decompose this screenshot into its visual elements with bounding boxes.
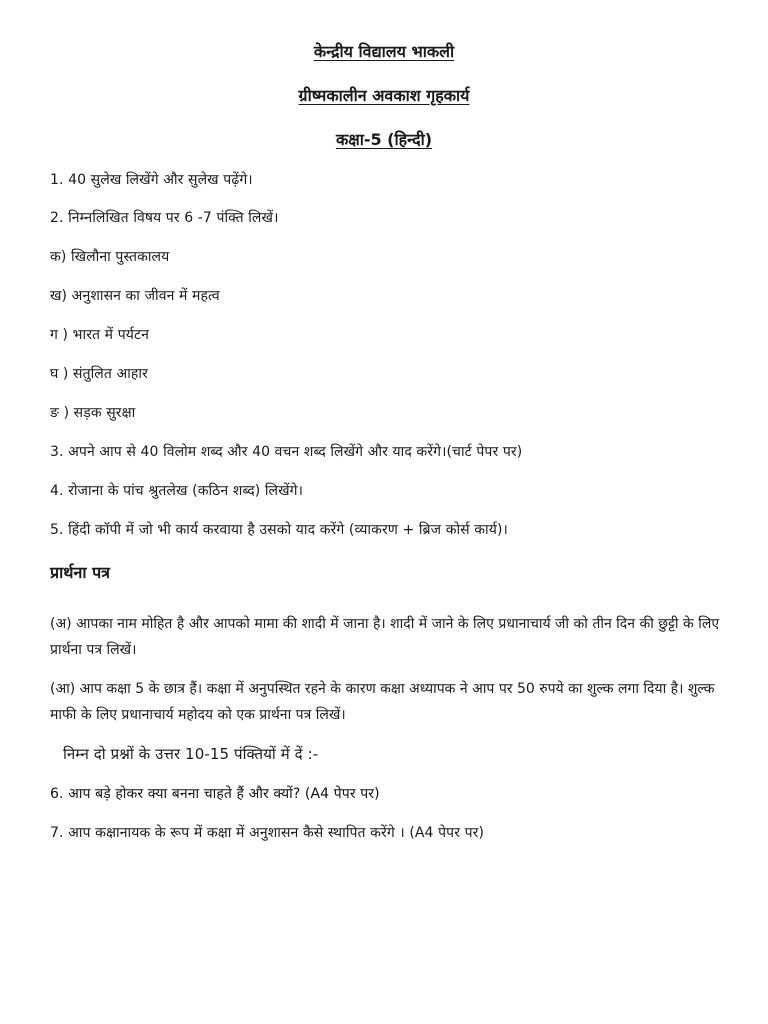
question-4: 4. रोजाना के पांच श्रुतलेख (कठिन शब्द) लिखेंगे। (50, 483, 304, 499)
question-1: 1. 40 सुलेख लिखेंगे और सुलेख पढ़ेंगे। (50, 172, 253, 188)
letters-section-title: प्रार्थना पत्र (50, 563, 110, 582)
topic-gha: घ ) संतुलित आहार (50, 366, 148, 382)
question-7: 7. आप कक्षानायक के रूप में कक्षा में अनुशासन कैसे स्थापित करेंगे । (A4 पेपर पर) (50, 825, 485, 841)
topic-kha: ख) अनुशासन का जीवन में महत्व (50, 288, 220, 304)
homework-title: ग्रीष्मकालीन अवकाश गृहकार्य (298, 86, 470, 105)
answers-instruction: निम्न दो प्रश्नों के उत्तर 10-15 पंक्तियों में दें :- (63, 745, 319, 763)
question-3: 3. अपने आप से 40 विलोम शब्द और 40 वचन शब्द लिखेंगे और याद करेंगे।(चार्ट पेपर पर) (50, 444, 523, 460)
class-subject: कक्षा-5 (हिन्दी) (335, 130, 433, 149)
topic-ga: ग ) भारत में पर्यटन (50, 327, 149, 343)
topic-ka: क) खिलौना पुस्तकालय (50, 249, 170, 265)
topic-nga: ङ ) सड़क सुरक्षा (50, 405, 136, 421)
question-5: 5. हिंदी कॉपी में जो भी कार्य करवाया है उसको याद करेंगे (व्याकरण + ब्रिज कोर्स कार्य)। (50, 522, 508, 538)
letter-question-aa: (आ) आप कक्षा 5 के छात्र हैं। कक्षा में अनुपस्थित रहने के कारण कक्षा अध्यापक ने आप पर 50 रुपये का शुल्क लगा दिया है। शुल्क माफी के लिए प्रधानाचार्य महोदय को एक प्रार्थना पत्र लिखें। (50, 681, 715, 723)
question-6: 6. आप बड़े होकर क्या बनना चाहते हैं और क्यों? (A4 पेपर पर) (50, 786, 380, 802)
school-name: केन्द्रीय विद्यालय भाकली (313, 42, 455, 61)
letter-question-a: (अ) आपका नाम मोहित है और आपको मामा की शादी में जाना है। शादी में जाने के लिए प्रधानाचार्य जी को तीन दिन की छुट्टी के लिए प्रार्थना पत्र लिखें। (50, 616, 720, 658)
question-2: 2. निम्नलिखित विषय पर 6 -7 पंक्ति लिखें। (50, 210, 279, 226)
